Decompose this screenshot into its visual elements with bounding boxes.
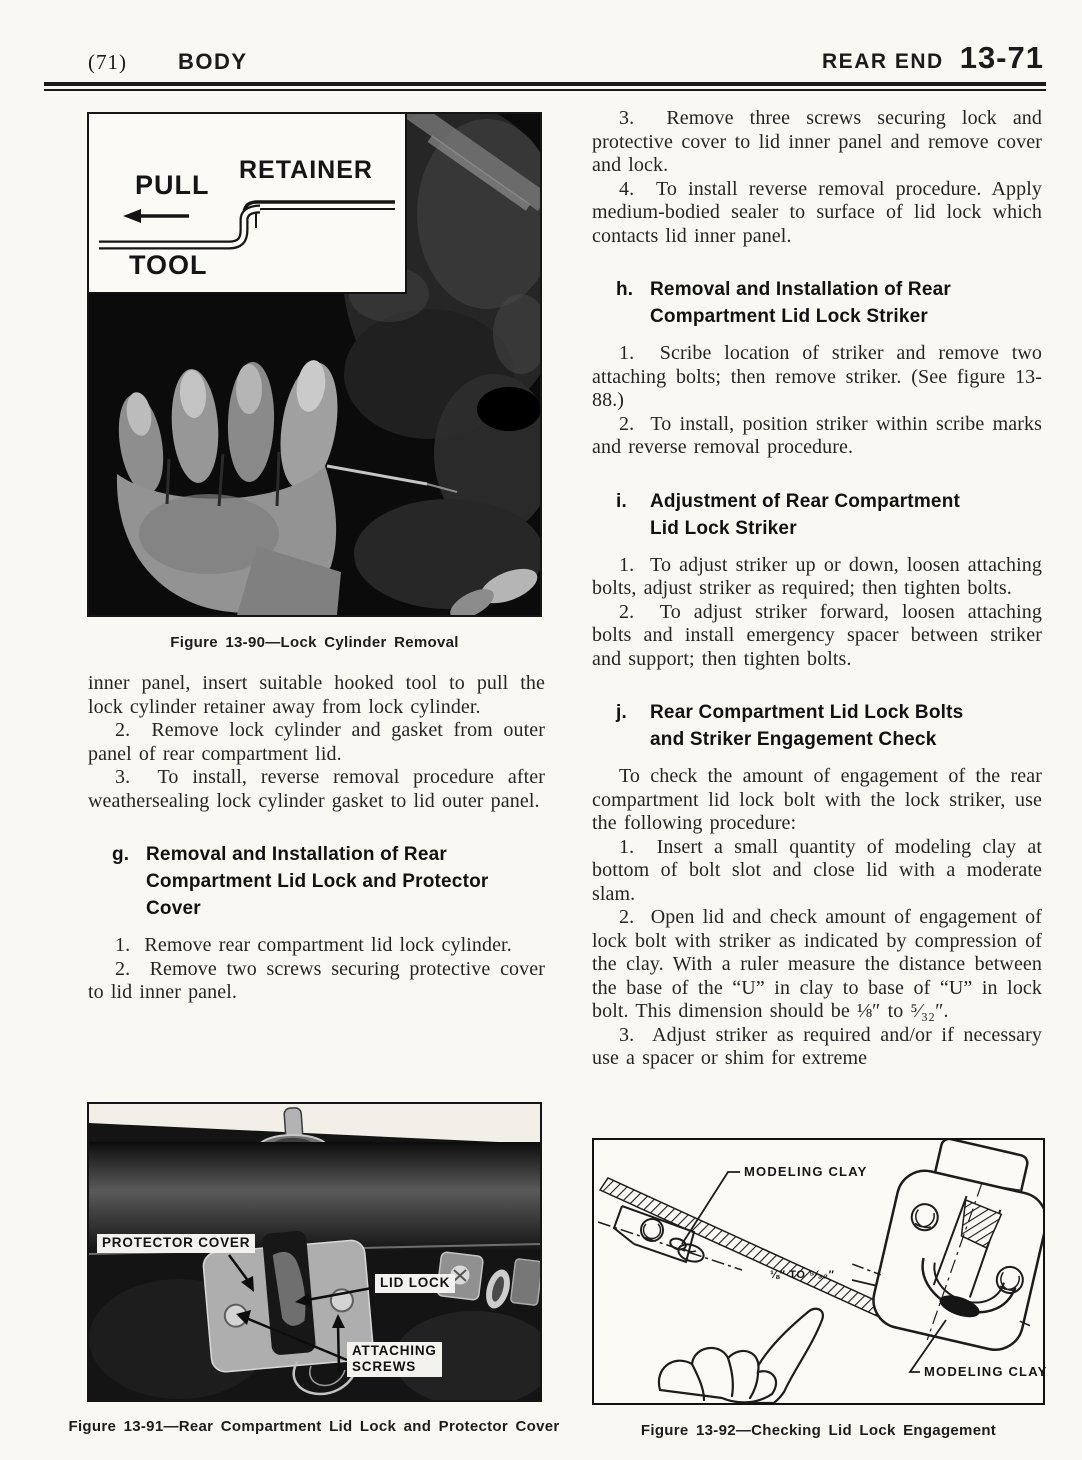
figure-13-92-caption: Figure 13-92—Checking Lid Lock Engagement	[640, 1422, 997, 1439]
figure-13-90-photo	[87, 112, 542, 617]
paragraph-j-step-2: 2. Open lid and check amount of engagement of lock bolt with striker as indicated by compression of the clay. With a ruler measure the distance between the base of the “U” in clay to base of “U” in lock bolt. This dimension should be ⅛″ to ⁵⁄₃₂″.	[592, 906, 1042, 1022]
paragraph-j-step-1: 1. Insert a small quantity of modeling clay at bottom of bolt slot and close lid with a moderate slam.	[592, 835, 1042, 905]
figure-label-attaching-screws: ATTACHING SCREWS	[347, 1342, 442, 1377]
header-rule-thick	[44, 82, 1046, 86]
figure-label-pull: PULL	[135, 170, 210, 200]
paragraph-g-step-1: 1. Remove rear compartment lid lock cylinder.	[115, 934, 512, 956]
figure-label-retainer: RETAINER	[239, 156, 373, 184]
pull-arrow-icon	[123, 209, 141, 223]
figure-label-modeling-clay-bottom: MODELING CLAY	[924, 1364, 1048, 1379]
tool-diagram-inset	[89, 114, 407, 294]
heading-letter: j.	[616, 702, 627, 723]
paragraph-step-4-right: 4. To install reverse removal procedure. Apply medium-bodied sealer to surface of lid lock which contacts lid inner panel.	[592, 177, 1042, 247]
paragraph-h-step-2: 2. To install, position striker within scribe marks and reverse removal procedure.	[592, 412, 1042, 458]
pointing-hand	[659, 1309, 823, 1403]
paragraph-continuation: inner panel, insert suitable hooked tool to pull the lock cylinder retainer away from lock cylinder.	[88, 672, 545, 718]
header-right	[822, 40, 1044, 76]
striker-plate-assembly	[840, 1140, 1043, 1362]
paragraph-j-intro: To check the amount of engagement of the rear compartment lid lock bolt with the lock striker, use the following procedure:	[592, 765, 1042, 834]
chapter-title: REAR END	[822, 50, 944, 73]
heading-h: h. Removal and Installation of Rear Compartment Lid Lock Striker	[592, 276, 1042, 330]
figure-13-90-caption: Figure 13-90—Lock Cylinder Removal	[170, 634, 459, 651]
section-title: BODY	[178, 49, 248, 74]
page-ref: (71)	[88, 50, 127, 74]
figure-label-lid-lock: LID LOCK	[375, 1274, 455, 1293]
heading-letter: i.	[616, 490, 627, 512]
figure-label-protector-cover: PROTECTOR COVER	[97, 1234, 255, 1253]
heading-j: j. Rear Compartment Lid Lock Bolts and Striker Engagement Check	[592, 699, 1042, 753]
figure-13-91-photo	[87, 1102, 542, 1402]
figure-label-dimension: ⅛″ TO ⁵⁄₃₂″	[770, 1269, 835, 1281]
header-rule-thin	[44, 89, 1046, 91]
left-column	[88, 672, 545, 1005]
figure-13-91-caption: Figure 13-91—Rear Compartment Lid Lock and Protector Cover	[68, 1418, 560, 1435]
paragraph-g-step-2: 2. Remove two screws securing protective cover to lid inner panel.	[88, 957, 545, 1003]
page-number: 13-71	[959, 40, 1044, 75]
paragraph-i-step-2: 2. To adjust striker forward, loosen attaching bolts and install emergency spacer between striker and support; then tighten bolts.	[592, 600, 1042, 670]
paragraph-step-3: 3. To install, reverse removal procedure after weathersealing lock cylinder gasket to lid outer panel.	[88, 766, 545, 812]
heading-g: g. Removal and Installation of Rear Compartment Lid Lock and Protector Cover	[88, 841, 545, 922]
paragraph-j-step-3: 3. Adjust striker as required and/or if necessary use a spacer or shim for extreme	[592, 1023, 1042, 1069]
heading-letter: h.	[616, 279, 634, 300]
right-column	[592, 107, 1042, 1071]
lid-edge-hatch	[600, 1178, 892, 1320]
paragraph-step-3-right: 3. Remove three screws securing lock and protective cover to lid inner panel and remove cover and lock.	[592, 107, 1042, 176]
figure-label-tool: TOOL	[129, 250, 208, 280]
paragraph-i-step-1: 1. To adjust striker up or down, loosen attaching bolts, adjust striker as required; then tighten bolts.	[592, 553, 1042, 599]
figure-label-modeling-clay-top: MODELING CLAY	[744, 1164, 868, 1179]
heading-i: i. Adjustment of Rear Compartment Lid Lock Striker	[592, 488, 1042, 542]
paragraph-h-step-1: 1. Scribe location of striker and remove two attaching bolts; then remove striker. (See figure 13-88.)	[592, 342, 1042, 411]
heading-letter: g.	[112, 844, 130, 865]
figure-13-92-drawing	[592, 1138, 1048, 1405]
paragraph-step-2: 2. Remove lock cylinder and gasket from outer panel of rear compartment lid.	[88, 719, 545, 765]
